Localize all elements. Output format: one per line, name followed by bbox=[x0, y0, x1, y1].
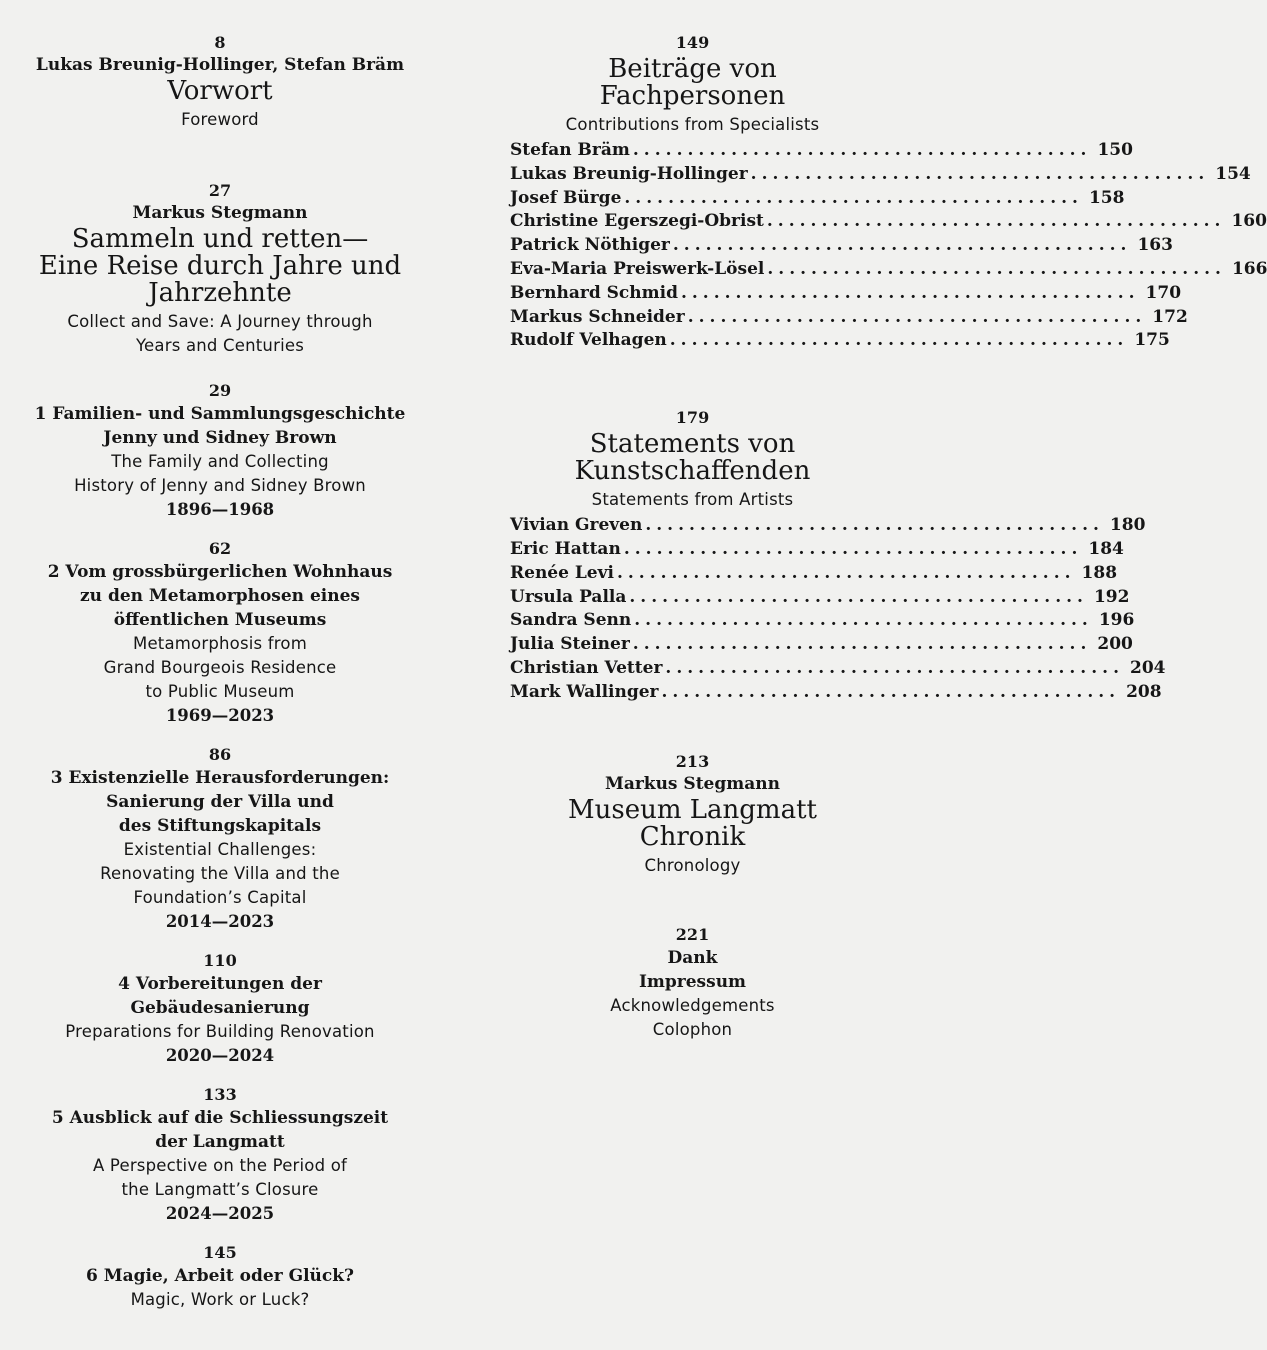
list-item-page: 170 bbox=[1145, 282, 1182, 303]
entry-page-number: 8 bbox=[214, 33, 226, 52]
entry-subtitle-line: Preparations for Building Renovation bbox=[65, 1022, 375, 1041]
entry-title-line: Dank bbox=[667, 947, 718, 968]
toc-entry-sammeln[interactable] bbox=[30, 180, 410, 358]
toc-right-column bbox=[510, 32, 1267, 1058]
list-item-page: 154 bbox=[1215, 163, 1251, 184]
list-item[interactable] bbox=[510, 562, 1118, 586]
entry-title: Vorwort bbox=[167, 76, 273, 106]
entry-title-line: Kunstschaffenden bbox=[574, 456, 811, 487]
list-item[interactable] bbox=[510, 210, 1267, 234]
list-item[interactable] bbox=[510, 163, 1251, 187]
list-item[interactable] bbox=[510, 514, 1146, 538]
toc-entry-chapter-1[interactable] bbox=[30, 380, 410, 522]
entry-title-line: Statements von bbox=[589, 429, 796, 460]
entry-page-number: 27 bbox=[208, 181, 232, 200]
entry-title bbox=[30, 226, 410, 307]
entry-title-line: öffentlichen Museums bbox=[113, 610, 327, 630]
entry-title-line: 2 Vom grossbürgerlichen Wohnhaus bbox=[47, 562, 393, 582]
entry-subtitle: Contributions from Specialists bbox=[565, 115, 820, 134]
list-item-page: 158 bbox=[1088, 187, 1125, 208]
leader-dots: .......................................... bbox=[623, 538, 1083, 559]
leader-dots: .......................................... bbox=[645, 515, 1104, 536]
list-item-name: Sandra Senn bbox=[510, 610, 632, 631]
list-item-name: Ursula Palla bbox=[510, 586, 627, 607]
leader-dots: .......................................... bbox=[687, 306, 1147, 327]
entry-subtitle-line: A Perspective on the Period of bbox=[92, 1156, 348, 1175]
list-item-name: Markus Schneider bbox=[510, 306, 685, 327]
entry-page-number: 145 bbox=[203, 1243, 237, 1262]
entry-title-line: zu den Metamorphosen eines bbox=[80, 586, 360, 606]
leader-dots: .......................................... bbox=[629, 586, 1088, 607]
entry-years: 2024—2025 bbox=[165, 1204, 275, 1223]
leader-dots: .......................................... bbox=[632, 634, 1092, 655]
entry-page-number: 149 bbox=[675, 33, 710, 52]
entry-page-number: 213 bbox=[675, 751, 710, 771]
list-item-page: 166 bbox=[1231, 258, 1267, 279]
entry-page-number: 62 bbox=[208, 539, 232, 558]
list-item[interactable] bbox=[510, 258, 1267, 282]
list-item-name: Vivian Greven bbox=[510, 515, 643, 536]
list-item[interactable] bbox=[510, 234, 1173, 258]
entry-author: Markus Stegmann bbox=[605, 773, 780, 794]
toc-entry-vorwort[interactable] bbox=[30, 32, 410, 132]
leader-dots: .......................................... bbox=[632, 140, 1092, 160]
entry-page-number: 110 bbox=[203, 951, 237, 970]
list-item-name: Eric Hattan bbox=[510, 538, 621, 559]
list-item-name: Eva-Maria Preiswerk-Lösel bbox=[510, 258, 765, 279]
entry-page-number: 179 bbox=[675, 408, 710, 428]
entry-years: 2020—2024 bbox=[165, 1046, 275, 1065]
entry-title-line: Beiträge von bbox=[608, 54, 777, 84]
entry-subtitle-line: the Langmatt’s Closure bbox=[121, 1180, 319, 1199]
leader-dots: .......................................... bbox=[767, 258, 1226, 279]
list-item-page: 204 bbox=[1129, 657, 1166, 678]
entry-title-line: 1 Familien- und Sammlungsgeschichte bbox=[34, 404, 406, 424]
list-item[interactable] bbox=[510, 538, 1124, 562]
entry-subtitle-line: Metamorphosis from bbox=[133, 634, 307, 653]
toc-left-column bbox=[30, 32, 410, 1328]
list-item-name: Lukas Breunig-Hollinger bbox=[510, 163, 748, 184]
leader-dots: .......................................... bbox=[624, 187, 1083, 208]
entry-subtitle: Chronology bbox=[644, 855, 741, 875]
entry-author: Lukas Breunig-Hollinger, Stefan Bräm bbox=[35, 55, 405, 75]
entry-subtitle-line: Years and Centuries bbox=[135, 336, 305, 355]
toc-entry-chapter-4[interactable] bbox=[30, 950, 410, 1068]
leader-dots: .......................................... bbox=[661, 681, 1121, 702]
list-item-name: Bernhard Schmid bbox=[510, 282, 678, 303]
list-item[interactable] bbox=[510, 657, 1166, 681]
list-item[interactable] bbox=[510, 139, 1133, 163]
entry-title bbox=[510, 56, 875, 110]
list-item-name: Mark Wallinger bbox=[510, 681, 659, 702]
list-item-name: Christine Egerszegi-Obrist bbox=[510, 211, 764, 232]
entry-title-line: Sammeln und retten— bbox=[71, 224, 369, 254]
list-item-page: 163 bbox=[1137, 235, 1173, 256]
leader-dots: .......................................... bbox=[766, 211, 1226, 232]
entry-page-number: 86 bbox=[208, 745, 232, 764]
leader-dots: .......................................... bbox=[680, 282, 1140, 303]
list-item-page: 150 bbox=[1097, 140, 1133, 160]
entry-title-line: Museum Langmatt bbox=[568, 794, 817, 825]
toc-entry-chronik[interactable] bbox=[510, 751, 875, 878]
entry-subtitle-line: Foundation’s Capital bbox=[133, 888, 307, 907]
list-item-name: Patrick Nöthiger bbox=[510, 235, 670, 256]
list-item-name: Christian Vetter bbox=[510, 657, 663, 678]
entry-title-line: 4 Vorbereitungen der Gebäudesanierung bbox=[118, 974, 322, 1018]
entry-subtitle-line: Existential Challenges: bbox=[123, 840, 317, 859]
list-item[interactable] bbox=[510, 586, 1130, 610]
entry-title bbox=[510, 431, 875, 485]
list-item-page: 188 bbox=[1081, 562, 1118, 583]
entry-subtitle: Foreword bbox=[181, 110, 259, 129]
list-item[interactable] bbox=[510, 187, 1125, 211]
list-item-page: 160 bbox=[1231, 211, 1267, 232]
leader-dots: .......................................... bbox=[672, 235, 1132, 256]
list-item[interactable] bbox=[510, 282, 1182, 306]
entry-subtitle-line: History of Jenny and Sidney Brown bbox=[74, 476, 366, 495]
toc-entry-artists[interactable] bbox=[510, 407, 1166, 704]
list-item-page: 175 bbox=[1134, 330, 1170, 351]
toc-entry-chapter-3[interactable] bbox=[30, 744, 410, 934]
list-item-name: Julia Steiner bbox=[510, 634, 630, 655]
list-item-page: 196 bbox=[1098, 610, 1135, 631]
entry-subtitle-line: Acknowledgements bbox=[610, 995, 775, 1015]
entry-subtitle-line: Colophon bbox=[652, 1019, 733, 1039]
leader-dots: .......................................... bbox=[665, 657, 1124, 678]
entry-subtitle-line: Collect and Save: A Journey through bbox=[67, 312, 373, 331]
entry-title bbox=[510, 794, 875, 852]
list-item-page: 172 bbox=[1152, 306, 1188, 327]
list-item-page: 208 bbox=[1126, 681, 1162, 702]
entry-author: Markus Stegmann bbox=[132, 203, 308, 223]
toc-entry-dank[interactable] bbox=[510, 924, 875, 1042]
specialists-list bbox=[510, 139, 1267, 353]
entry-years: 1969—2023 bbox=[165, 706, 275, 725]
entry-page-number: 133 bbox=[203, 1085, 237, 1104]
list-item-page: 184 bbox=[1088, 538, 1124, 559]
entry-subtitle: Statements from Artists bbox=[591, 490, 794, 510]
entry-title-line: 6 Magie, Arbeit oder Glück? bbox=[86, 1266, 354, 1286]
entry-subtitle-line: Magic, Work or Luck? bbox=[130, 1290, 310, 1309]
entry-title-line: Fachpersonen bbox=[599, 81, 786, 111]
entry-title-line: Eine Reise durch Jahre und bbox=[38, 251, 402, 281]
leader-dots: .......................................... bbox=[750, 163, 1210, 184]
toc-entry-specialists[interactable] bbox=[510, 32, 1267, 353]
artists-list bbox=[510, 514, 1166, 704]
list-item-page: 180 bbox=[1109, 515, 1146, 536]
list-item-name: Renée Levi bbox=[510, 562, 614, 583]
entry-subtitle-line: The Family and Collecting bbox=[111, 452, 329, 471]
entry-title-line: Jenny und Sidney Brown bbox=[103, 428, 337, 448]
leader-dots: .......................................... bbox=[616, 562, 1076, 583]
list-item[interactable] bbox=[510, 329, 1170, 353]
toc-entry-chapter-2[interactable] bbox=[30, 538, 410, 728]
list-item[interactable] bbox=[510, 633, 1133, 657]
list-item-name: Josef Bürge bbox=[510, 187, 622, 208]
list-item-page: 192 bbox=[1093, 586, 1130, 607]
entry-title-line: der Langmatt bbox=[155, 1132, 285, 1152]
entry-page-number: 221 bbox=[675, 924, 710, 944]
entry-subtitle-line: Grand Bourgeois Residence bbox=[103, 658, 337, 677]
entry-title-line: 5 Ausblick auf die Schliessungszeit bbox=[51, 1108, 389, 1128]
list-item-page: 200 bbox=[1097, 634, 1133, 655]
entry-subtitle-line: Renovating the Villa and the bbox=[100, 864, 340, 883]
list-item-name: Rudolf Velhagen bbox=[510, 330, 667, 351]
entry-title-line: Jahrzehnte bbox=[148, 278, 292, 308]
leader-dots: .......................................... bbox=[634, 610, 1093, 631]
entry-title-line: Sanierung der Villa und bbox=[106, 792, 334, 812]
toc-entry-chapter-6[interactable] bbox=[30, 1242, 410, 1312]
entry-title-line: Chronik bbox=[639, 821, 746, 852]
list-item[interactable] bbox=[510, 681, 1162, 705]
entry-subtitle-line: to Public Museum bbox=[145, 682, 295, 701]
list-item[interactable] bbox=[510, 306, 1188, 330]
entry-years: 2014—2023 bbox=[165, 912, 275, 931]
entry-years: 1896—1968 bbox=[165, 500, 275, 519]
entry-title-line: Impressum bbox=[638, 971, 747, 992]
list-item[interactable] bbox=[510, 609, 1135, 633]
entry-title-line: des Stiftungskapitals bbox=[118, 816, 322, 836]
entry-page-number: 29 bbox=[208, 381, 232, 400]
list-item-name: Stefan Bräm bbox=[510, 140, 630, 160]
leader-dots: .......................................... bbox=[669, 330, 1129, 351]
entry-title-line: 3 Existenzielle Herausforderungen: bbox=[50, 768, 390, 788]
toc-entry-chapter-5[interactable] bbox=[30, 1084, 410, 1226]
